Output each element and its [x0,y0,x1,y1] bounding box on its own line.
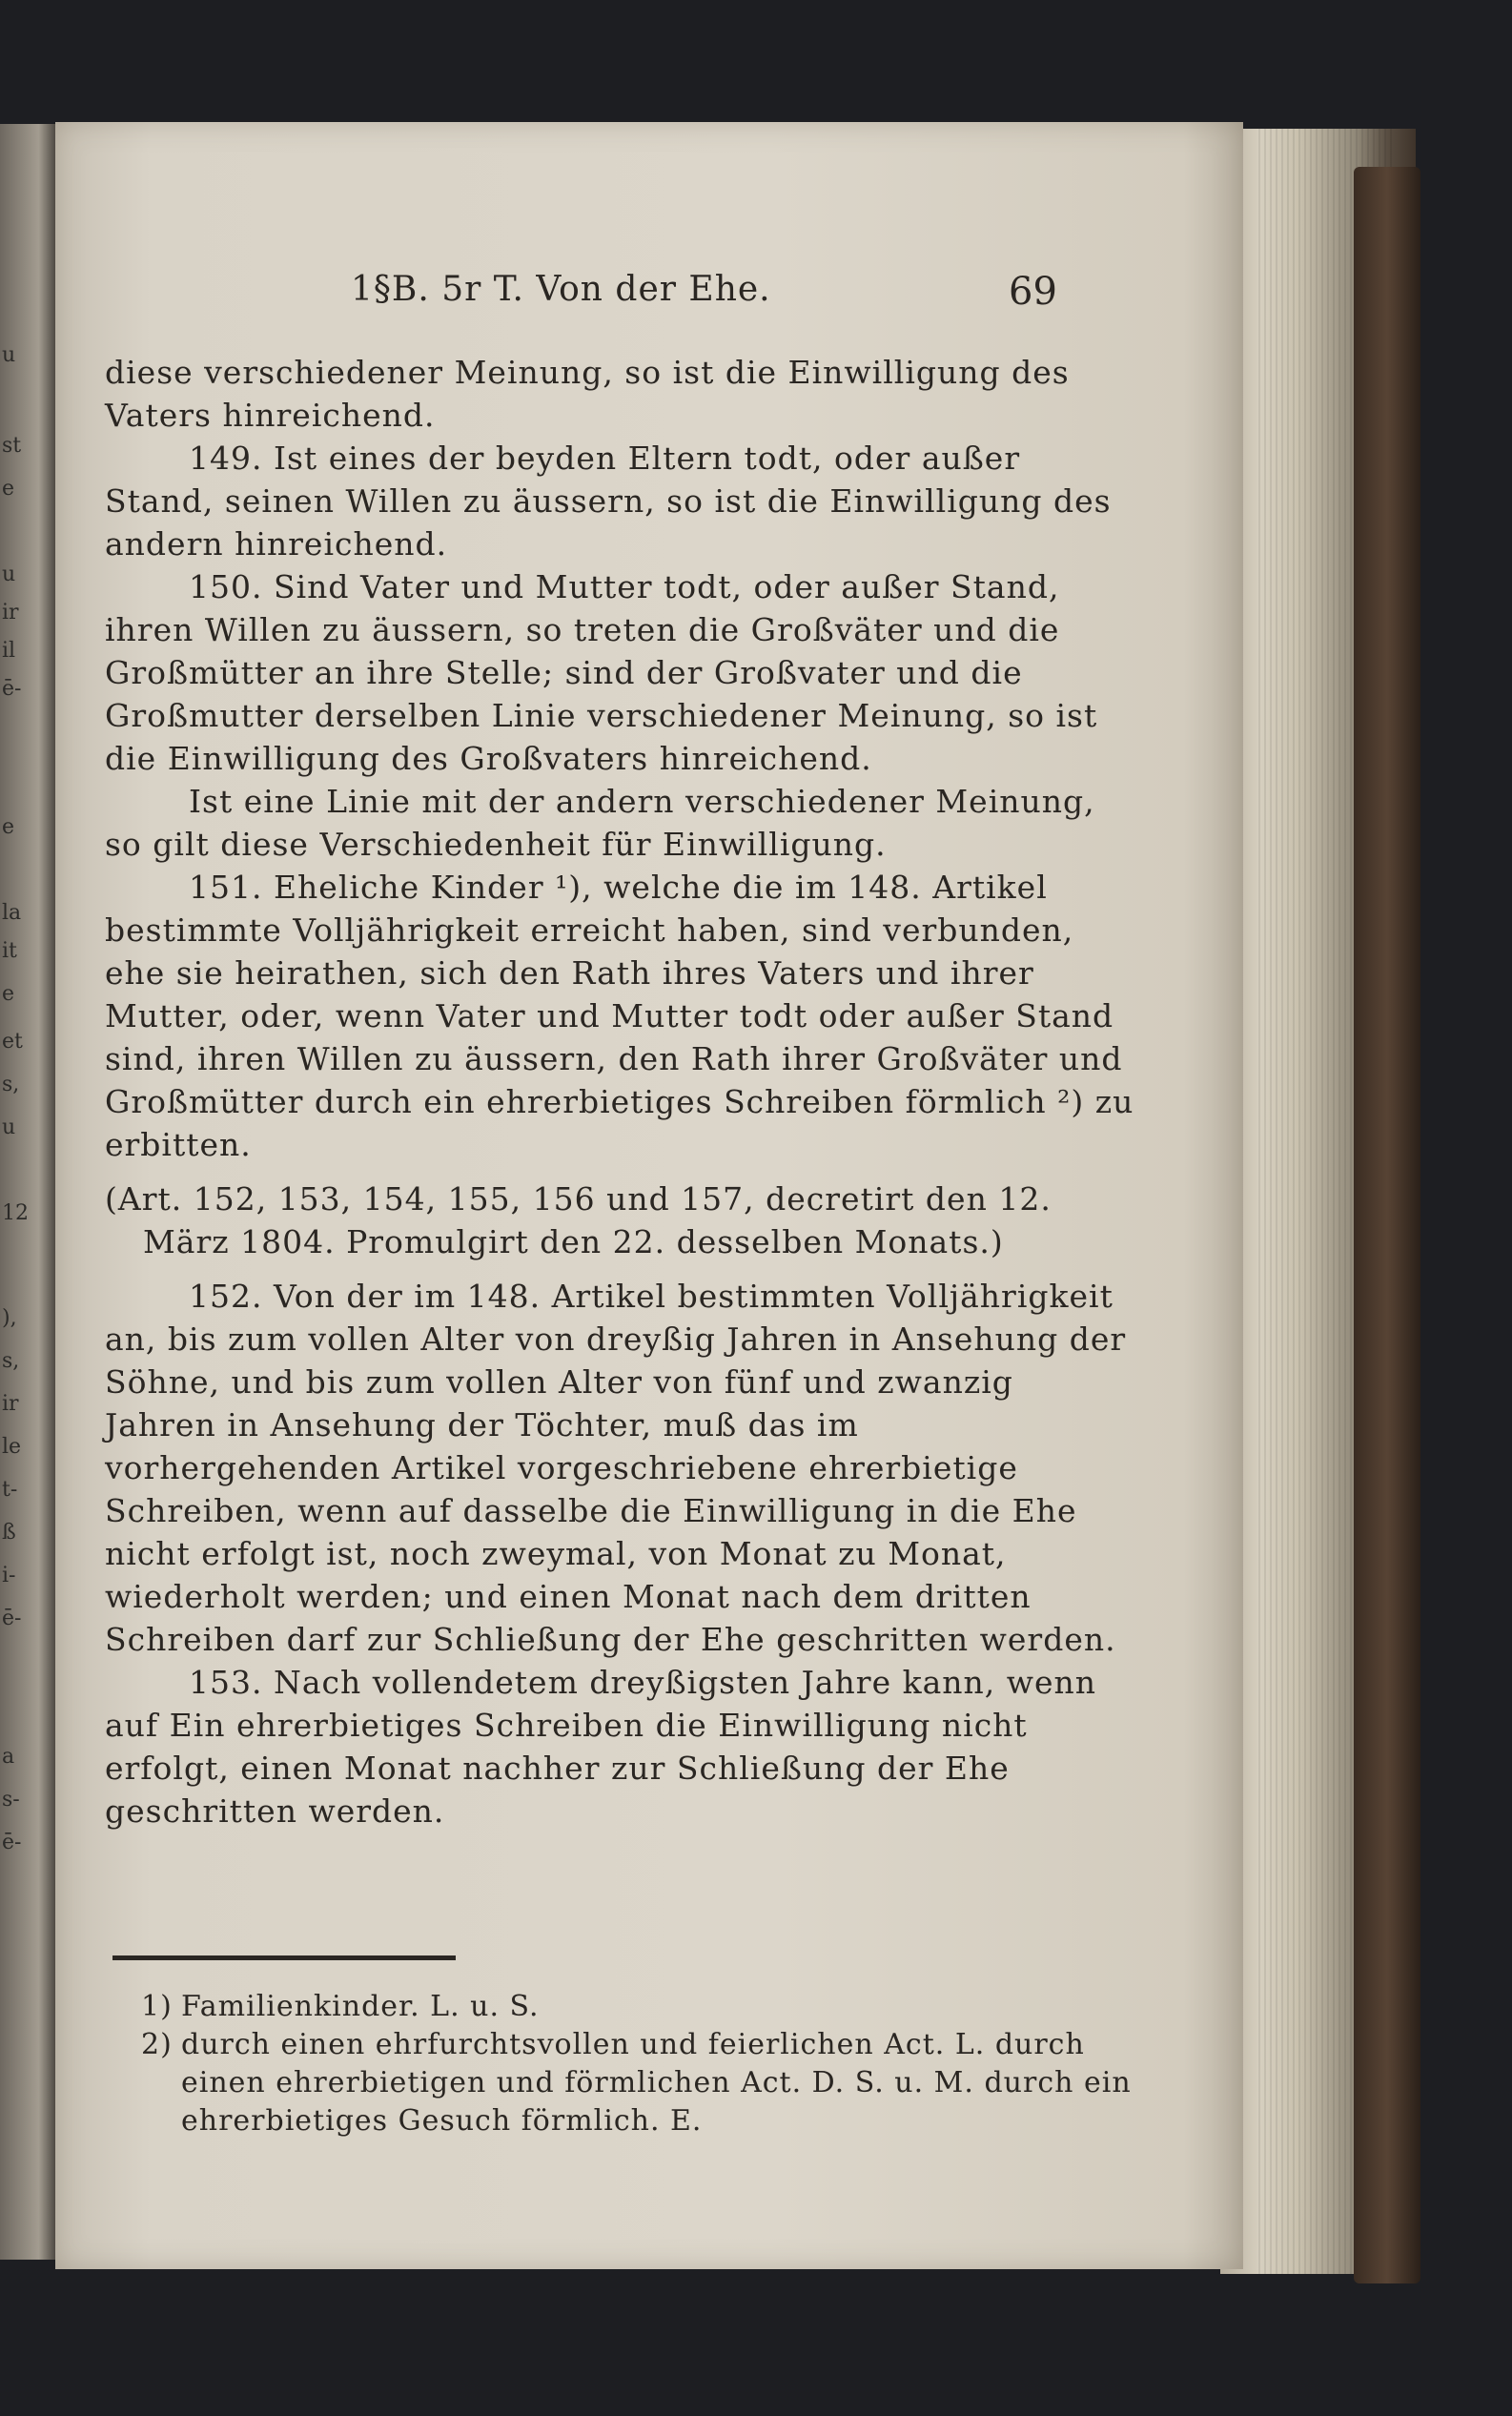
left-fragment: e [2,982,15,1006]
footnote-rule [112,1955,456,1960]
left-fragment: a [2,1745,15,1769]
footnotes [141,1988,1152,2140]
paragraph-149: 149. Ist eines der beyden Eltern todt, oder außer Stand, seinen Willen zu äussern, so ist die Einwilligung des andern hinreichend. [105,440,1112,563]
left-fragment: s, [2,1073,20,1096]
left-fragment: e [2,477,15,501]
left-fragment: ē- [2,677,22,701]
footnote [141,2026,1152,2140]
left-fragment: le [2,1435,22,1459]
book-page [55,122,1243,2269]
paragraph-151: 151. Eheliche Kinder ¹), welche die im 148. Artikel bestimmte Volljährigkeit erreicht haben, sind verbunden, ehe sie heirathen, sich den Rath ihres Vaters und ihrer Mutter, oder, wenn Vater und Mutter todt oder außer Stand sind, ihren Willen zu äussern, den Rath ihrer Großväter und Großmütter durch ein ehrerbietiges Schreiben förmlich ²) zu erbitten. [105,869,1134,1163]
book-cover [1354,167,1420,2283]
left-fragment: u [2,563,16,586]
left-fragment: ß [2,1521,16,1545]
left-fragment: e [2,815,15,839]
left-fragment: t- [2,1478,18,1502]
left-fragment: et [2,1030,23,1054]
left-fragment: ē- [2,1607,22,1630]
left-fragment: ir [2,601,19,624]
left-fragment: s- [2,1788,20,1812]
running-head: 1§B. 5r T. Von der Ehe. [351,270,771,309]
left-fragment: 12 [2,1201,29,1225]
left-fragment: it [2,939,17,963]
left-fragment: ), [2,1306,17,1330]
paragraph: diese verschiedener Meinung, so ist die Einwilligung des Vaters hinreichend. [105,354,1070,434]
footnote-label: 1) [141,1990,173,2023]
left-fragment: la [2,901,22,925]
left-fragment: ir [2,1392,19,1416]
left-fragment: ē- [2,1831,22,1854]
left-fragment: st [2,434,22,458]
paragraph-152: 152. Von der im 148. Artikel bestimmten Volljährigkeit an, bis zum vollen Alter von dreyßig Jahren in Ansehung der Söhne, und bis zum vollen Alter von fünf und zwanzig Jahren in Ansehung der Töchter, muß das im vorhergehenden Artikel vorgeschriebene ehrerbietige Schreiben, wenn auf dasselbe die Einwilligung in die Ehe nicht erfolgt ist, noch zweymal, von Monat zu Monat, wiederholt werden; und einen Monat nach dem dritten Schreiben darf zur Schließung der Ehe geschritten werden. [105,1278,1127,1658]
left-fragment: s, [2,1349,20,1373]
footnote-label: 2) [141,2028,173,2061]
left-fragment: il [2,639,16,663]
paragraph-150: 150. Sind Vater und Mutter todt, oder außer Stand, ihren Willen zu äussern, so treten die Großväter und die Großmütter an ihre Stelle; sind der Großvater und die Großmutter derselben Linie verschiedener Meinung, so ist die Einwilligung des Großvaters hinreichend. [105,568,1098,777]
law-note: (Art. 152, 153, 154, 155, 156 und 157, decretirt den 12. März 1804. Promulgirt den 22. desselben Monats.) [105,1180,1052,1260]
paragraph-150b: Ist eine Linie mit der andern verschiedener Meinung, so gilt diese Verschiedenheit für Einwilligung. [105,783,1095,863]
left-fragment: i- [2,1564,16,1587]
left-fragment: u [2,343,16,367]
paragraph-153: 153. Nach vollendetem dreyßigsten Jahre kann, wenn auf Ein ehrerbietiges Schreiben die Einwilligung nicht erfolgt, einen Monat nachher zur Schließung der Ehe geschritten werden. [105,1664,1097,1830]
footnote [141,1988,1152,2026]
footnote-text: Familienkinder. L. u. S. [181,1990,540,2023]
page-number: 69 [1009,270,1057,314]
left-fragment: u [2,1116,16,1139]
footnote-text: durch einen ehrfurchtsvollen und feierlichen Act. L. durch einen ehrerbietigen und förmlichen Act. D. S. u. M. durch ein ehrerbietiges Gesuch förmlich. E. [181,2028,1132,2138]
body-text [105,351,1134,1832]
